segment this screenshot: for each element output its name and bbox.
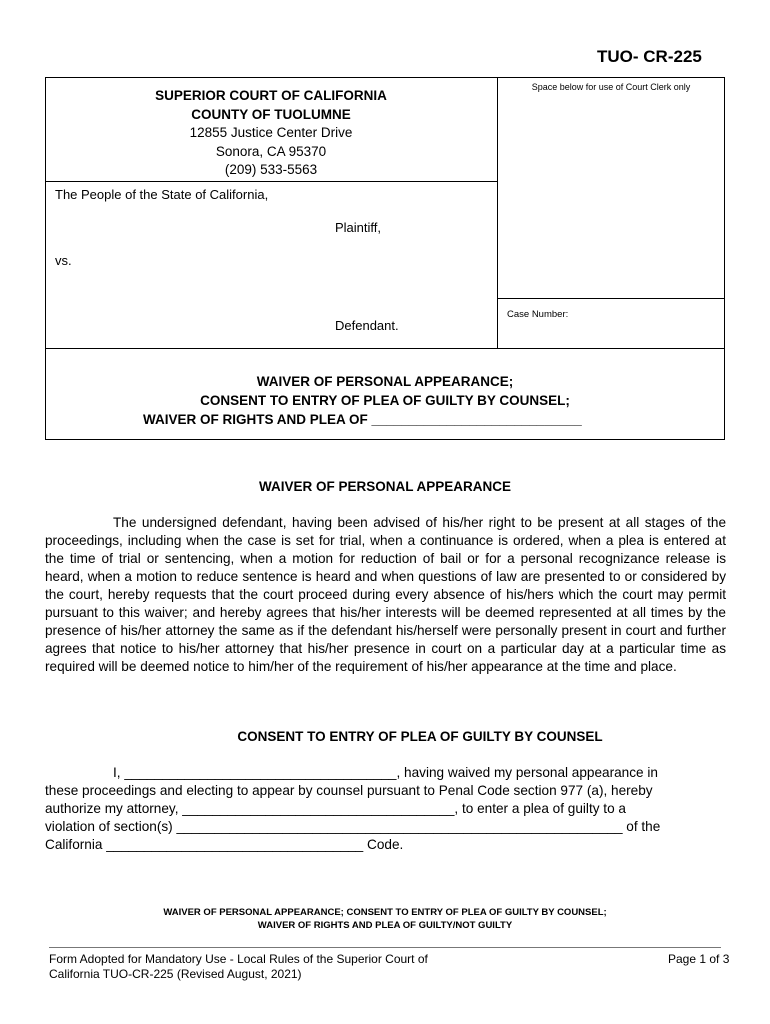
caption-divider-vertical [497, 77, 498, 349]
footer-title-line2: WAIVER OF RIGHTS AND PLEA OF GUILTY/NOT GUILTY [257, 920, 513, 931]
footer-adoption [49, 952, 428, 982]
footer-title-line1: WAIVER OF PERSONAL APPEARANCE; CONSENT TO ENTRY OF PLEA OF GUILTY BY COUNSEL; [163, 907, 607, 918]
court-address-street: 12855 Justice Center Drive [189, 125, 353, 140]
code-field[interactable]: California __________________________________ Code. [45, 837, 404, 852]
case-number-label[interactable]: Case Number: [507, 309, 569, 320]
defendant-name-field[interactable]: I, ____________________________________, having waived my personal appearance in [113, 765, 658, 780]
page-number: Page 1 of 3 [668, 952, 730, 966]
form-title [45, 372, 725, 429]
form-title-line1: WAIVER OF PERSONAL APPEARANCE; [256, 374, 514, 389]
section-heading-waiver: WAIVER OF PERSONAL APPEARANCE [258, 479, 512, 494]
footer-divider [49, 947, 721, 948]
county-name: COUNTY OF TUOLUMNE [191, 106, 351, 122]
attorney-name-field[interactable]: authorize my attorney, ____________________________________, to enter a plea of guilty to a [45, 801, 626, 816]
court-header [45, 87, 497, 180]
consent-paragraph [45, 764, 726, 854]
caption-divider-case [497, 298, 725, 299]
form-number: TUO- CR-225 [597, 47, 702, 66]
people-party: The People of the State of California, [55, 187, 269, 202]
footer-title [45, 906, 725, 932]
section-heading-consent: CONSENT TO ENTRY OF PLEA OF GUILTY BY COUNSEL [237, 729, 603, 744]
plaintiff-label: Plaintiff, [335, 220, 382, 235]
plea-field[interactable]: WAIVER OF RIGHTS AND PLEA OF ____________________________ [143, 412, 582, 427]
section-violation-field[interactable]: violation of section(s) ___________________________________________________________ of the [45, 819, 661, 834]
footer-adoption-line2: California TUO-CR-225 (Revised August, 2021) [49, 967, 302, 981]
footer-adoption-line1: Form Adopted for Mandatory Use - Local Rules of the Superior Court of [49, 952, 428, 966]
court-phone: (209) 533-5563 [224, 162, 318, 177]
court-name: SUPERIOR COURT OF CALIFORNIA [155, 88, 387, 103]
consent-line2: these proceedings and electing to appear by counsel pursuant to Penal Code section 977 (a), hereby [45, 783, 653, 798]
clerk-note: Space below for use of Court Clerk only [531, 82, 691, 92]
waiver-paragraph: The undersigned defendant, having been advised of his/her right to be present at all stages of the proceedings, including when the case is set for trial, when a continuance is ordered, when a plea is entered at the time of trial or sentencing, when a motion for reduction of bail or for a personal recognizance release is heard, when a motion to reduce sentence is heard and when questions of law are presented to or considered by the court, hereby requests that the court proceed during every absence of his/hers which the court may permit pursuant to this waiver; and hereby agrees that his/her interests will be deemed represented at all times by the presence of his/her attorney the same as if the defendant his/herself were personally present in court and further agrees that notice to his/her attorney that his/her presence in court on a particular day at a particular time as required will be deemed notice to him/her of the requirement of his/her appearance at the time and place. [45, 515, 726, 674]
defendant-label: Defendant. [335, 318, 399, 333]
caption-divider-title [45, 348, 725, 349]
vs-label[interactable]: vs. [55, 253, 72, 268]
form-title-line2: CONSENT TO ENTRY OF PLEA OF GUILTY BY COUNSEL; [200, 393, 570, 408]
caption-divider-court [45, 181, 497, 182]
court-address-city: Sonora, CA 95370 [215, 143, 327, 159]
